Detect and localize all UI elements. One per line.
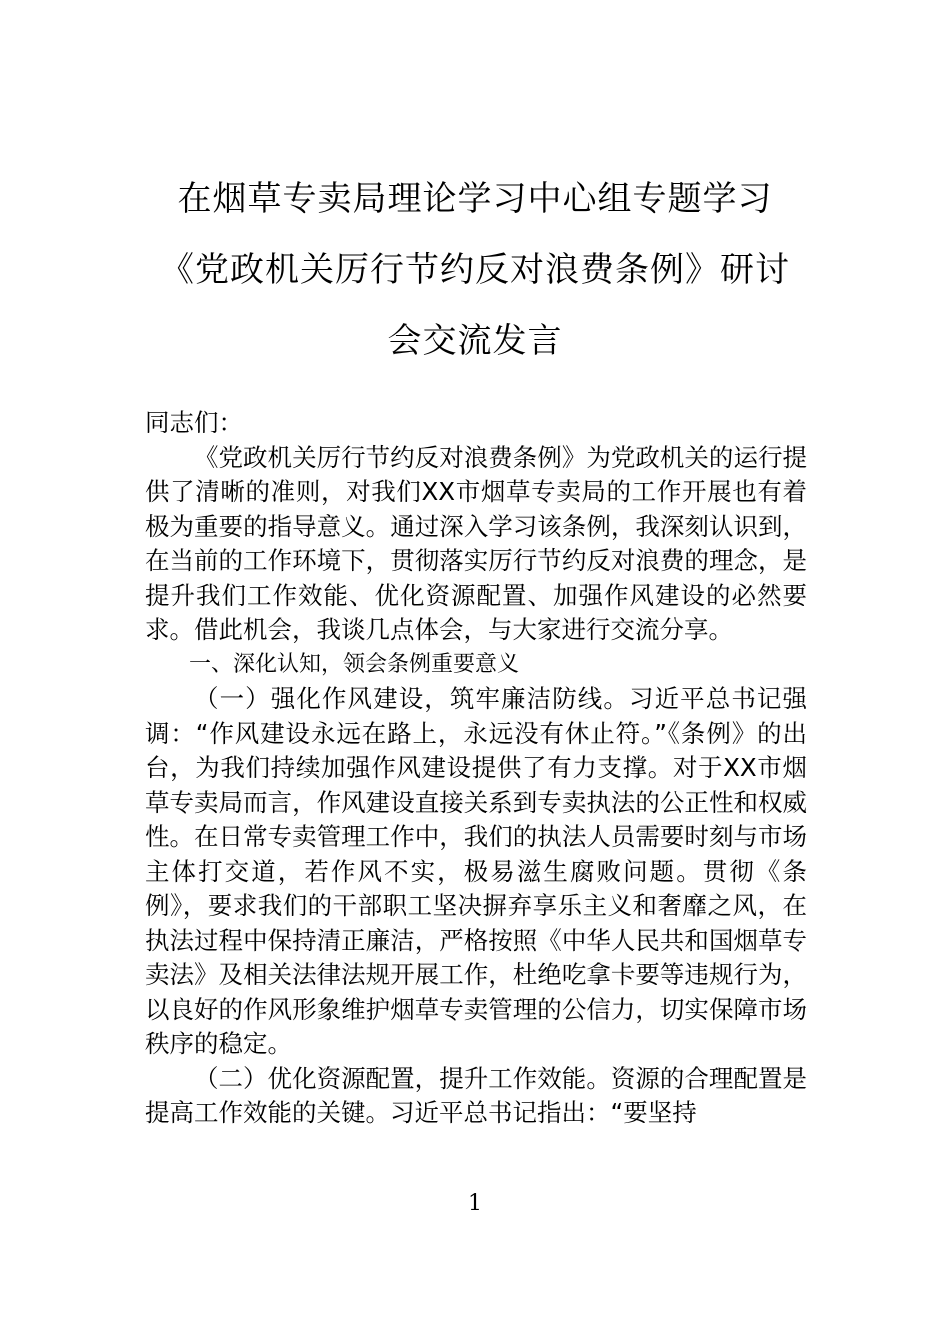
section-heading-1: 一、深化认知，领会条例重要意义: [189, 651, 520, 677]
title-line-3: 会交流发言: [387, 321, 563, 361]
title-line-1: 在烟草专卖局理论学习中心组专题学习: [177, 179, 773, 219]
page-number: 1: [468, 1191, 482, 1216]
document-title: [145, 164, 805, 377]
title-line-2: 《党政机关厉行节约反对浪费条例》研讨: [160, 250, 790, 290]
paragraph-1-1: （一）强化作风建设，筑牢廉洁防线。习近平总书记强调：“作风建设永远在路上，永远没有休止符。”《条例》的出台，为我们持续加强作风建设提供了有力支撑。对于XX市烟草专卖局而言，作风建设直接关系到专卖执法的公正性和权威性。在日常专卖管理工作中，我们的执法人员需要时刻与市场主体打交道，若作风不实，极易滋生腐败问题。贯彻《条例》，要求我们的干部职工坚决摒弃享乐主义和奢靡之风，在执法过程中保持清正廉洁，严格按照《中华人民共和国烟草专卖法》及相关法律法规开展工作，杜绝吃拿卡要等违规行为，以良好的作风形象维护烟草专卖管理的公信力，切实保障市场秩序的稳定。: [145, 684, 807, 1058]
paragraph-1-2: （二）优化资源配置，提升工作效能。资源的合理配置是提高工作效能的关键。习近平总书记指出：“要坚持: [145, 1063, 807, 1127]
paragraph-intro: 《党政机关厉行节约反对浪费条例》为党政机关的运行提供了清晰的准则，对我们XX市烟草专卖局的工作开展也有着极为重要的指导意义。通过深入学习该条例，我深刻认识到，在当前的工作环境下，贯彻落实厉行节约反对浪费的理念，是提升我们工作效能、优化资源配置、加强作风建设的必然要求。借此机会，我谈几点体会，与大家进行交流分享。: [145, 442, 807, 644]
salutation: 同志们：: [145, 408, 243, 437]
document-body: [145, 406, 807, 1131]
